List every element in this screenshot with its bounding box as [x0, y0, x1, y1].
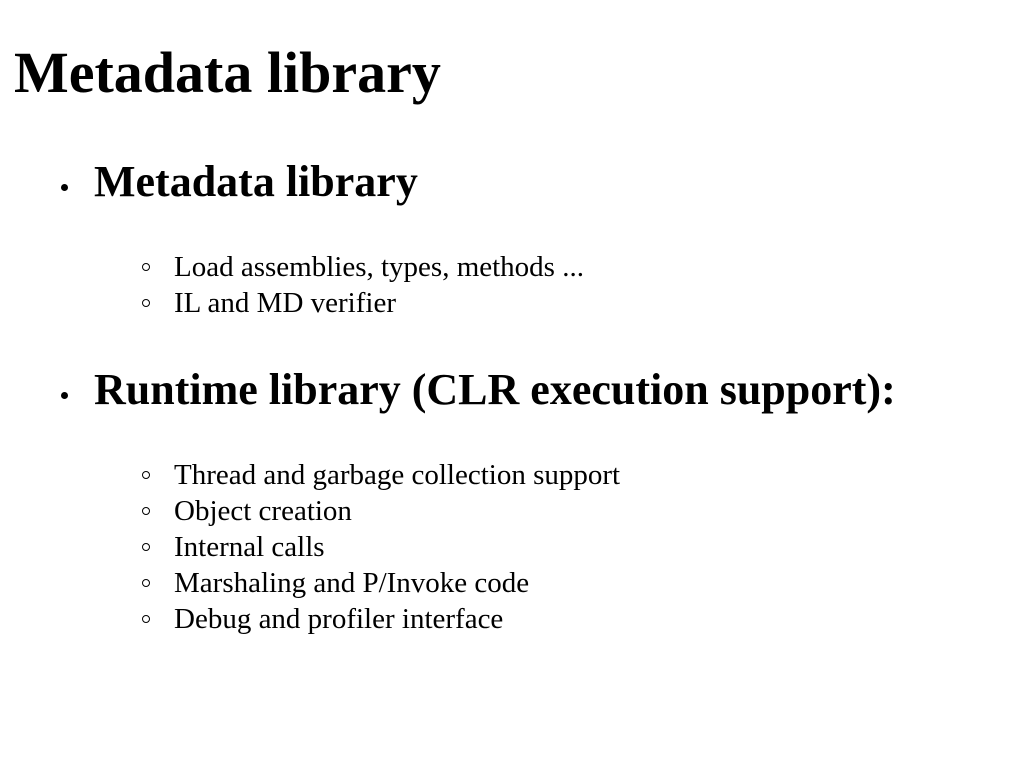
- list-item-text: Object creation: [174, 495, 352, 527]
- page-title: Metadata library: [14, 40, 441, 105]
- circle-bullet-icon: [142, 615, 150, 623]
- disc-bullet-icon: [61, 392, 68, 399]
- list-item-text: Load assemblies, types, methods ...: [174, 251, 584, 283]
- section-heading-row: [0, 364, 1024, 416]
- list-item: [0, 602, 1024, 638]
- section-heading: Runtime library (CLR execution support):: [94, 365, 896, 414]
- circle-bullet-icon: [142, 543, 150, 551]
- list-item: [0, 566, 1024, 602]
- section-heading: Metadata library: [94, 157, 418, 206]
- list-item: [0, 494, 1024, 530]
- circle-bullet-icon: [142, 263, 150, 271]
- sub-list: [0, 250, 1024, 322]
- section-heading-row: [0, 156, 1024, 208]
- disc-bullet-icon: [61, 184, 68, 191]
- list-item-text: Marshaling and P/Invoke code: [174, 567, 530, 599]
- list-item: [0, 250, 1024, 286]
- circle-bullet-icon: [142, 299, 150, 307]
- list-item-text: IL and MD verifier: [174, 287, 396, 319]
- list-item-text: Debug and profiler interface: [174, 603, 504, 635]
- circle-bullet-icon: [142, 471, 150, 479]
- list-item-text: Internal calls: [174, 531, 325, 563]
- list-item-text: Thread and garbage collection support: [174, 459, 621, 491]
- list-item: [0, 530, 1024, 566]
- list-item: [0, 286, 1024, 322]
- sub-list: [0, 458, 1024, 638]
- circle-bullet-icon: [142, 507, 150, 515]
- list-item: [0, 458, 1024, 494]
- circle-bullet-icon: [142, 579, 150, 587]
